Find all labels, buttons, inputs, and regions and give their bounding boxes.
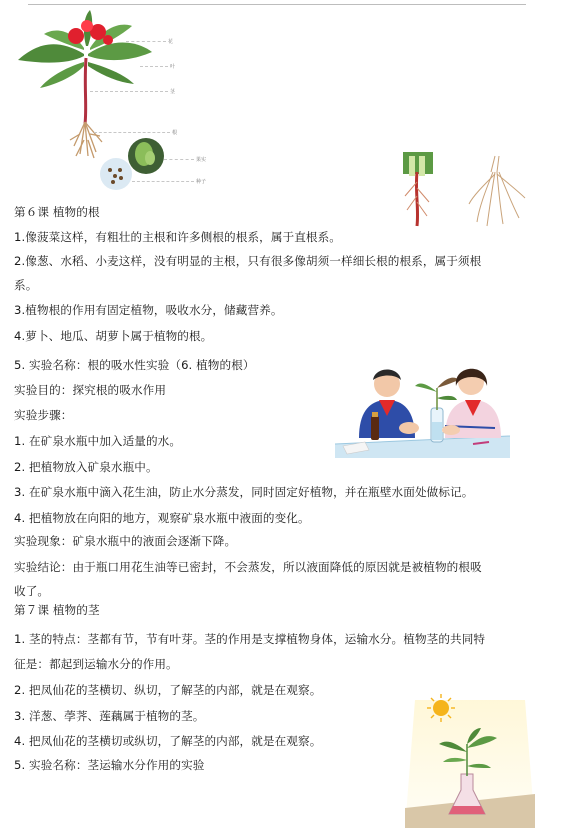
sunlit-plant-in-flask-illustration	[405, 690, 535, 828]
diagram-label-seed: 种子	[196, 179, 207, 185]
experiment-phenomenon: 实验现象：矿泉水瓶中的液面会逐渐下降。	[14, 534, 237, 548]
children-experiment-illustration	[335, 358, 510, 458]
children-with-bottle-illustration	[335, 358, 510, 458]
lesson7-title: 第７课 植物的茎	[14, 603, 100, 617]
lesson6-point-2: 2.像葱、水稻、小麦这样，没有明显的主根，只有很多像胡须一样细长根的根系，属于须根	[14, 254, 482, 268]
diagram-label-fruit: 果实	[196, 157, 207, 163]
lesson7-point-5: 5. 实验名称：茎运输水分作用的实验	[14, 758, 205, 772]
lesson7-point-4: 4. 把凤仙花的茎横切或纵切，了解茎的内部，就是在观察。	[14, 734, 322, 748]
taproot-and-fibrous-root-illustration	[395, 152, 535, 228]
diagram-label-flower: 花	[168, 39, 174, 45]
lesson7-point-2: 2. 把凤仙花的茎横切、纵切，了解茎的内部，就是在观察。	[14, 683, 322, 697]
sun-plant-flask-illustration	[405, 690, 535, 828]
experiment-step-2: 2. 把植物放入矿泉水瓶中。	[14, 460, 158, 474]
lesson6-point-4: 4.萝卜、地瓜、胡萝卜属于植物的根。	[14, 329, 213, 343]
root-systems-illustration	[395, 152, 535, 228]
lesson6-point-2-continued: 系。	[14, 278, 38, 292]
experiment-conclusion: 实验结论：由于瓶口用花生油等已密封，不会蒸发，所以液面降低的原因就是被植物的根吸	[14, 560, 482, 574]
top-divider	[28, 4, 526, 5]
experiment-steps-title: 实验步骤：	[14, 408, 73, 422]
experiment-step-1: 1. 在矿泉水瓶中加入适量的水。	[14, 434, 182, 448]
experiment-purpose: 实验目的：探究根的吸水作用	[14, 383, 167, 397]
plant-diagram	[14, 6, 210, 198]
experiment-step-4: 4. 把植物放在向阳的地方，观察矿泉水瓶中液面的变化。	[14, 511, 310, 525]
lesson6-point-1: 1.像菠菜这样，有粗壮的主根和许多侧根的根系，属于直根系。	[14, 230, 341, 244]
lesson7-point-1-continued: 征是：都起到运输水分的作用。	[14, 657, 178, 671]
balsam-plant-illustration	[14, 6, 210, 198]
diagram-label-root: 根	[172, 130, 178, 136]
lesson7-point-1: 1. 茎的特点：茎都有节，节有叶芽。茎的作用是支撑植物身体，运输水分。植物茎的共同特	[14, 632, 486, 646]
experiment-name: 5. 实验名称：根的吸水性实验（6. 植物的根）	[14, 358, 255, 372]
experiment-conclusion-continued: 收了。	[14, 584, 50, 598]
diagram-label-stem: 茎	[170, 89, 176, 95]
lesson6-title: 第６课 植物的根	[14, 205, 100, 219]
lesson7-point-3: 3. 洋葱、荸荠、莲藕属于植物的茎。	[14, 709, 205, 723]
diagram-label-leaf: 叶	[170, 64, 176, 70]
lesson6-point-3: 3.植物根的作用有固定植物，吸收水分，储藏营养。	[14, 303, 283, 317]
experiment-step-3: 3. 在矿泉水瓶中滴入花生油，防止水分蒸发，同时固定好植物，并在瓶壁水面处做标记。	[14, 485, 474, 499]
